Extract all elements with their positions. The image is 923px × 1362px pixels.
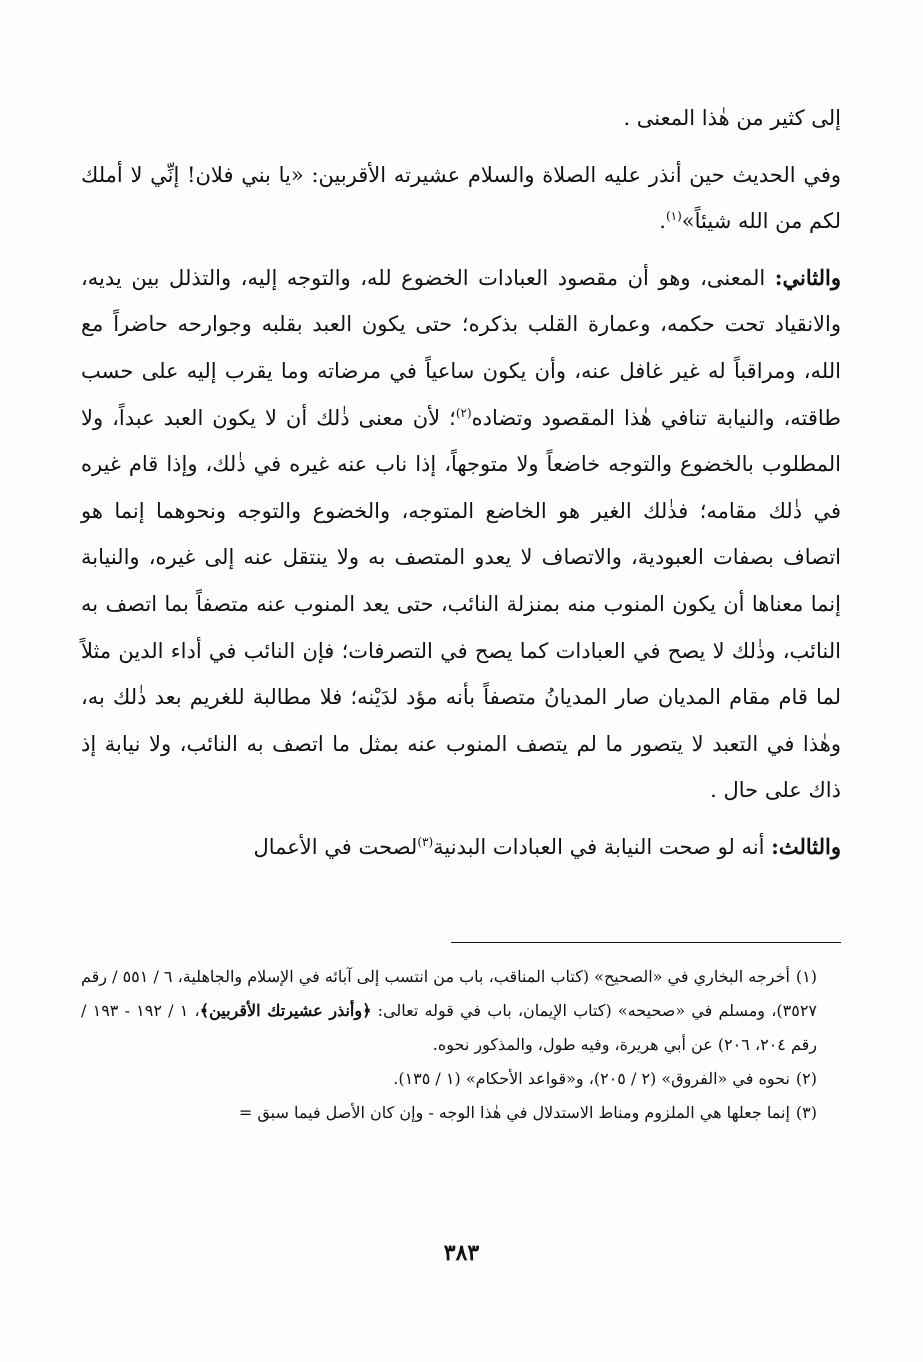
paragraph-second-point: والثاني: المعنى، وهو أن مقصود العبادات الخضوع لله، والتوجه إليه، والتذلل بين يديه، والانقياد تحت حكمه، وعمارة القلب بذكره؛ حتى يكون العبد بقلبه وجوارحه حاضراً مع الله، ومراقباً له غير غافل عنه، وأن يكون ساعياً في مرضاته وما يقرب إليه على حسب طاقته، والنيابة تنافي هٰذا المقصود وتضاده$^{(٢)}$؛ لأن معنى ذٰلك أن لا يكون العبد عبداً، ولا المطلوب بالخضوع والتوجه خاضعاً ولا متوجهاً، إذا ناب عنه غيره في ذٰلك، وإذا قام غيره في ذٰلك مقامه؛ فذٰلك الغير هو الخاضع المتوجه، والخضوع والتوجه ونحوهما إنما هو اتصاف بصفات العبودية، والاتصاف لا يعدو المتصف به ولا ينتقل عنه إلى غيره، والنيابة إنما معناها أن يكون المنوب منه بمنزلة النائب، حتى يعد المنوب عنه متصفاً بما اتصف به النائب، وذٰلك لا يصح في العبادات كما يصح في التصرفات؛ فإن النائب في أداء الدين مثلاً لما قام مقام المديان صار المديانُ متصفاً بأنه مؤد لدَيْنه؛ فلا مطالبة للغريم بعد ذٰلك به، وهٰذا في التعبد لا يتصور ما لم يتصف المنوب عنه بمثل ما اتصف به النائب، ولا نيابة إذ ذاك على حال . (81, 264, 841, 803)
page-number: ٣٨٣ (443, 1240, 480, 1266)
point-heading: والثاني: (774, 264, 841, 290)
footnote-2: (٢)نحوه في «الفروق» (٢ / ٢٠٥)، و«قواعد الأحكام» (١ / ١٣٥). (393, 1069, 817, 1088)
footnote-1: (١)أخرجه البخاري في «الصحيح» (كتاب المناقب، باب من انتسب إلى آبائه في الإسلام والجاهلية، ٦ / ٥٥١ / رقم ٣٥٢٧)، ومسلم في «صحيحه» (كتاب الإيمان، باب في قوله تعالى: ﴿وأنذر عشيرتك الأقربين﴾، ١ / ١٩٢ - ١٩٣ / رقم ٢٠٤، ٢٠٦) عن أبي هريرة، وفيه طول، والمذكور نحوه. (80, 967, 818, 1054)
point-heading: والثالث: (771, 833, 841, 859)
footnote-ref-2[interactable]: (٢) (455, 405, 472, 420)
footnote-ref-3[interactable]: (٣) (417, 834, 434, 849)
paragraph-third-point: والثالث: أنه لو صحت النيابة في العبادات البدنية$^{(٣)}$لصحت في الأعمال (253, 833, 841, 859)
footnotes (81, 960, 841, 1130)
main-text (81, 95, 841, 871)
footnote-3: (٣)إنما جعلها هي الملزوم ومناط الاستدلال في هٰذا الوجه - وإن كان الأصل فيما سبق = (238, 1103, 817, 1122)
footnote-ref-1[interactable]: (١) (665, 209, 682, 224)
paragraph-hadith: وفي الحديث حين أنذر عليه الصلاة والسلام عشيرته الأقربين: «يا بني فلان! إنِّي لا أملك لكم من الله شيئاً»$^{(١)}$. (81, 162, 841, 234)
footnote-separator (451, 942, 841, 943)
paragraph-continuation: إلى كثير من هٰذا المعنى . (623, 106, 841, 130)
